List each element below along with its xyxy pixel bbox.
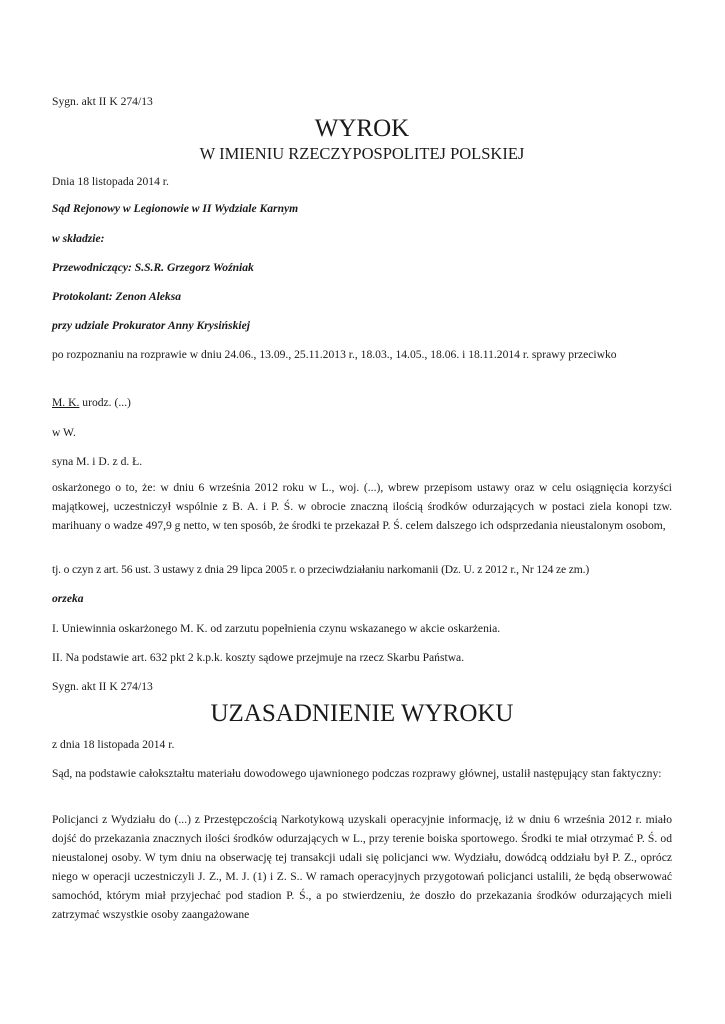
justification-intro: Sąd, na podstawie całokształtu materiału dowodowego ujawnionego podczas rozprawy głównej, ustalił następujący stan faktyczny: xyxy=(52,767,662,780)
chair-judge: Przewodniczący: S.S.R. Grzegorz Woźniak xyxy=(52,261,254,274)
composition-label: w składzie: xyxy=(52,232,105,245)
justification-date: z dnia 18 listopada 2014 r. xyxy=(52,738,175,751)
legal-basis: tj. o czyn z art. 56 ust. 3 ustawy z dnia 29 lipca 2005 r. o przeciwdziałaniu narkomanii (Dz. U. z 2012 r., Nr 124 ze zm.) xyxy=(52,563,590,576)
hearing-dates: po rozpoznaniu na rozprawie w dniu 24.06., 13.09., 25.11.2013 r., 18.03., 14.05., 18.06. i 18.11.2014 r. sprawy przeciwko xyxy=(52,348,617,361)
facts-paragraph: Policjanci z Wydziału do (...) z Przestępczością Narkotykową uzyskali operacyjnie informację, iż w dniu 6 września 2012 r. miało dojść do przekazania znacznych ilości środków odurzających w L., przy terenie boiska sportowego. Środki te miał otrzymać P. Ś. od nieustalonej osoby. W tym dniu na obserwację tej transakcji udali się policjanci ww. Wydziału, dowódcą oddziału był P. Z., oprócz niego w operacji uczestniczyli J. Z., M. J. (1) i Z. S.. W ramach operacyjnych przygotowań policjanci ustalili, że będą obserwować samochód, którym miał przyjechać pod stadion P. Ś., a po stwierdzeniu, że doszło do przekazania środków odurzających mieli zatrzymać wszystkie osoby zaangażowane xyxy=(52,813,672,921)
verdict-title: WYROK xyxy=(314,115,410,142)
court-clerk: Protokolant: Zenon Aleksa xyxy=(52,290,182,303)
justification-title: UZASADNIENIE WYROKU xyxy=(210,700,514,727)
verdict-point-1: I. Uniewinnia oskarżonego M. K. od zarzutu popełnienia czynu wskazanego w akcie oskarżenia. xyxy=(52,622,501,635)
charge-text: oskarżonego o to, że: w dniu 6 września 2012 roku w L., woj. (...), wbrew przepisom ustawy oraz w celu osiągnięcia korzyści majątkowej, uczestniczył wspólnie z B. A. i P. Ś. w obrocie znaczną ilością środków odurzających w postaci ziela konopi tzw. marihuany o wadze 497,9 g netto, w ten sposób, że środki te przekazał P. Ś. celem dalszego ich odsprzedania nieustalonym osobom, xyxy=(52,481,672,532)
verdict-date: Dnia 18 listopada 2014 r. xyxy=(52,175,169,188)
accused-residence: w W. xyxy=(52,426,76,439)
accused-birth: urodz. (...) xyxy=(79,396,131,409)
verdict-subtitle: W IMIENIU RZECZYPOSPOLITEJ POLSKIEJ xyxy=(199,144,525,163)
court-name: Sąd Rejonowy w Legionowie w II Wydziale Karnym xyxy=(52,202,299,215)
prosecutor: przy udziale Prokurator Anny Krysińskiej xyxy=(52,319,250,332)
verdict-point-2: II. Na podstawie art. 632 pkt 2 k.p.k. koszty sądowe przejmuje na rzecz Skarbu Państwa. xyxy=(52,651,465,664)
accused-line xyxy=(52,393,131,412)
case-signature-2: Sygn. akt II K 274/13 xyxy=(52,680,153,693)
accused-name: M. K. xyxy=(52,396,80,409)
case-signature: Sygn. akt II K 274/13 xyxy=(52,95,153,108)
rules-label: orzeka xyxy=(52,592,84,605)
accused-parents: syna M. i D. z d. Ł. xyxy=(52,455,143,468)
